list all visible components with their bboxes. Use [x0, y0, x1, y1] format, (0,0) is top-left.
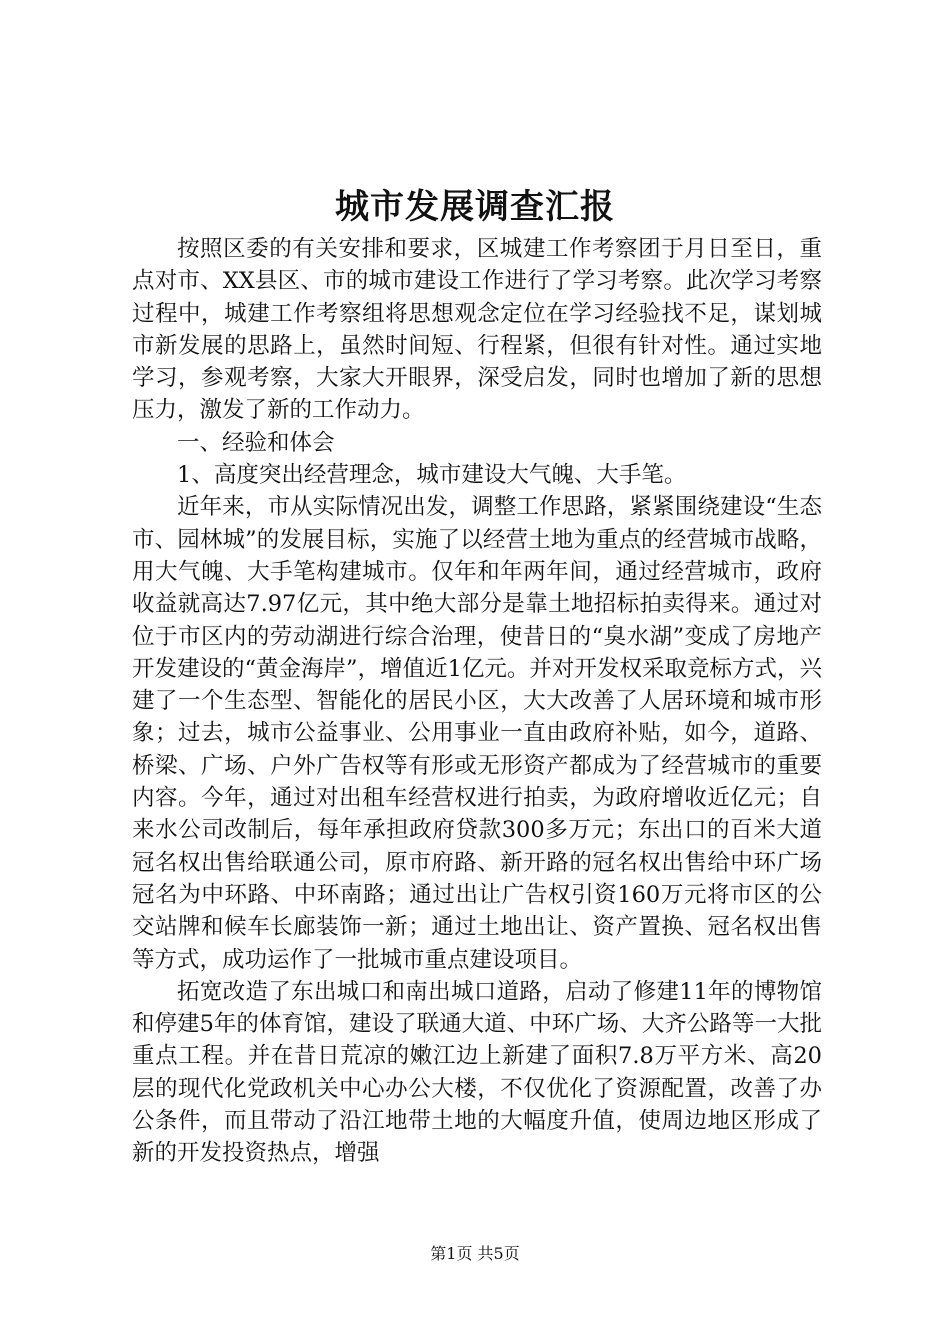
paragraph-body: 拓宽改造了东出城口和南出城口道路，启动了修建11年的博物馆和停建5年的体育馆，建设了联通大道、中环广场、大齐公路等一大批重点工程。并在昔日荒凉的嫩江边上新建了面积7.8万平方米、高20层的现代化党政机关中心办公大楼，不仅优化了资源配置，改善了办公条件，而且带动了沿江地带土地的大幅度升值，使周边地区形成了新的开发投资热点，增强 — [132, 978, 822, 1167]
document-title: 城市发展调查汇报 — [335, 187, 615, 227]
page-footer: 第1页 共5页 — [430, 1244, 520, 1263]
paragraph-body: 近年来，市从实际情况出发，调整工作思路，紧紧围绕建设“生态市、园林城”的发展目标，实施了以经营土地为重点的经营城市战略，用大气魄、大手笔构建城市。仅年和年两年间，通过经营城市，政府收益就高达7.97亿元，其中绝大部分是靠土地招标拍卖得来。通过对位于市区内的劳动湖进行综合治理，使昔日的“臭水湖”变成了房地产开发建设的“黄金海岸”，增值近1亿元。并对开发权采取竞标方式，兴建了一个生态型、智能化的居民小区，大大改善了人居环境和城市形象；过去，城市公益事业、公用事业一直由政府补贴，如今，道路、桥梁、广场、户外广告权等有形或无形资产都成为了经营城市的重要内容。今年，通过对出租车经营权进行拍卖，为政府增收近亿元；自来水公司改制后，每年承担政府贷款300多万元；东出口的百米大道冠名权出售给联通公司，原市府路、新开路的冠名权出售给中环广场冠名为中环路、中环南路；通过出让广告权引资160万元将市区的公交站牌和候车长廊装饰一新；通过土地出让、资产置换、冠名权出售等方式，成功运作了一批城市重点建设项目。 — [132, 494, 822, 973]
paragraph-intro: 按照区委的有关安排和要求，区城建工作考察团于月日至日，重点对市、XX县区、市的城市建设工作进行了学习考察。此次学习考察过程中，城建工作考察组将思想观念定位在学习经验找不足，谋划城市新发展的思路上，虽然时间短、行程紧，但很有针对性。通过实地学习，参观考察，大家大开眼界，深受启发，同时也增加了新的思想压力，激发了新的工作动力。 — [132, 236, 822, 424]
subsection-heading: 1、高度突出经营理念，城市建设大气魄、大手笔。 — [177, 462, 687, 489]
document-body — [132, 233, 822, 1170]
section-heading: 一、经验和体会 — [177, 429, 335, 456]
